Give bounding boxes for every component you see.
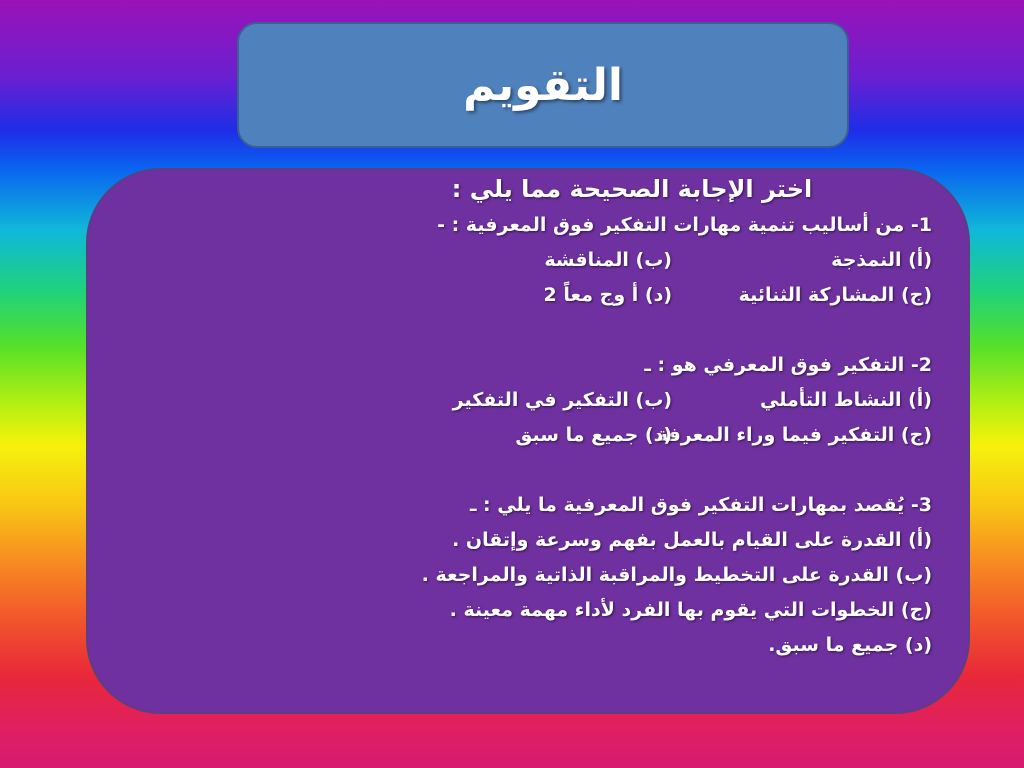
title-banner: [237, 22, 849, 148]
question-1-option-c: (ج) المشاركة الثنائية: [738, 284, 932, 306]
spacer: [292, 453, 932, 488]
slide-title: التقويم: [463, 59, 623, 111]
question-1-row-1: [292, 243, 932, 278]
question-1-option-a: (أ) النمذجة: [831, 249, 932, 271]
question-2-stem: 2- التفكير فوق المعرفي هو : ـ: [644, 354, 932, 376]
question-2-option-b: (ب) التفكير في التفكير: [452, 389, 672, 411]
question-3-option-c: (ج) الخطوات التي يقوم بها الفرد لأداء مهمة معينة .: [449, 599, 932, 621]
quiz-content: [292, 170, 932, 663]
question-3-option-b: (ب) القدرة على التخطيط والمراقبة الذاتية والمراجعة .: [421, 564, 932, 586]
question-1-option-b: (ب) المناقشة: [544, 249, 672, 271]
question-3-option-d: (د) جميع ما سبق.: [768, 634, 932, 656]
instructions-heading: اختر الإجابة الصحيحة مما يلي :: [451, 175, 813, 203]
question-2-option-a: (أ) النشاط التأملي: [760, 389, 932, 411]
question-1-row-2: [292, 278, 932, 313]
question-2-option-c: (ج) التفكير فيما وراء المعرفة: [656, 424, 932, 446]
question-3-stem: 3- يُقصد بمهارات التفكير فوق المعرفية ما يلي : ـ: [469, 494, 932, 516]
question-1-stem: 1- من أساليب تنمية مهارات التفكير فوق المعرفية : -: [437, 214, 932, 236]
spacer: [292, 313, 932, 348]
question-3-option-a: (أ) القدرة على القيام بالعمل بفهم وسرعة وإتقان .: [452, 529, 932, 551]
question-2-option-d: (د) جميع ما سبق: [515, 424, 672, 446]
question-1-option-d: (د) أ وج معاً 2: [543, 284, 672, 306]
question-2-row-1: [292, 383, 932, 418]
question-2-row-2: [292, 418, 932, 453]
